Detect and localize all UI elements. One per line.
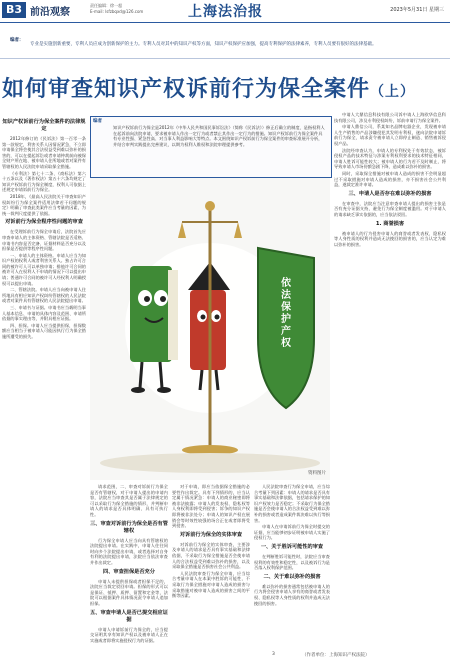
section-code: B3 — [2, 2, 26, 18]
subheading: 三、申请人是否存在难以弥补的损害 — [348, 190, 432, 197]
column-1 — [2, 116, 86, 664]
subheading: 对诉前行为保全的实体审查 — [179, 531, 243, 538]
paragraph: 人民法院审查行为保全申请，应当综合考量申请人在本案中胜诉的可能性、不采取行为保全措施对申请人造成的损害与采取措施对被申请人造成的损害之间的平衡等因素。 — [172, 570, 250, 599]
editor-note-label: 编者 — [93, 119, 102, 124]
subheading: 三、审查对诉前行为保全是否有管辖权 — [90, 520, 168, 534]
subheading: 五、审查申请人是否已提交相应证据 — [90, 609, 168, 623]
header-rule — [0, 22, 450, 23]
paragraph: 同时，采取保全措施对被申请人造成的损害不会明显超过不采取措施对申请人造成的损害，亦不损害社会公共利益，遂裁定准许申请。 — [334, 170, 446, 188]
article-title: 如何审查知识产权诉前行为保全案件（上） — [2, 77, 416, 102]
subheading: 一、关于胜诉可能性的审查 — [260, 543, 324, 550]
editor-email: E-mail: lsfzbqxd@126.com — [90, 9, 144, 14]
paragraph: 请求范围，二、审查对诉前行为保全是否有管辖权，对于申请人提出的申请内容，法院应当审查其是否属于法律规定的可以采取行为保全措施的情形，并判断申请人的请求是否具体明确、具有可执行性。 — [90, 484, 168, 517]
paragraph: 难以弥补的损害通常包括被申请人的行为将会侵害申请人享有的商誉或者发表权、隐私权等人身性质的权利并造成无法挽回的损害。 — [254, 583, 330, 606]
paragraph: 二、管辖法院。申请人应当向被申请人住所地具有相应知识产权纠纷管辖权的人民法院或者对案件具有管辖权的人民法院提出申请。 — [2, 287, 86, 304]
editor-info — [90, 3, 143, 15]
green-book-cover — [130, 266, 172, 362]
abstract-label: 编者： — [10, 38, 24, 43]
editor-abstract — [0, 36, 450, 54]
abstract-text: 专业是实施创新重要，专利人员应成为创新保护的主力。专利人员对其中的知识产权等方面，知识产权保护应加强，提高专利保护的法律素养，专利人员要有很好的法律基础。 — [30, 42, 377, 47]
paragraph: 在审查中，法院应当注意审查申请人提出的损害主张是否有充分证据支持，避免行为保全制度被滥用。对于申请人的请求缺乏事实依据的，应当依法驳回。 — [334, 200, 446, 217]
illustration-graphic — [90, 178, 330, 480]
author-note: （作者单位：上海知识产权法院） — [302, 653, 370, 658]
paragraph: 一、申请人的主体资格。申请人应当为知识产权的权利人或者利害关系人。独占许可合同的被许可人可以单独申请；排他许可合同的被许可人在权利人不申请的情况下可以提出申请；普通许可合同的被许可人经权利人明确授权可以提出申请。 — [2, 252, 86, 286]
illustration — [90, 178, 330, 480]
issue-date: 2023年5月31日 星期三 — [390, 7, 444, 13]
editor-note-box — [90, 116, 332, 178]
paragraph: 在受理诉前行为保全申请后，法院首先应审查申请人的主体资格、管辖法院是否适格、申请书内容是否完备、证据材料是否充分以及担保是否提供等程序性问题。 — [2, 229, 86, 252]
paragraph: 中请人大鼎信息科技有限公司诉中请人上海欧华信息科技有限公司，涉及专利侵权纠纷，诉前申请行为保全案件。 — [334, 112, 446, 123]
paragraph: 对于申请，即应当依据保全措施的必要性作出裁定。具有下列情形的，应当认定属于情况紧急：申请人的商业秘密即将被非法披露；申请人的发表权、隐私权等人身权利即将受到侵害；诉争的知识产权即将被非法处分；申请人的知识产权在展销会等时效性较强的场合正在或者即将受到侵害。 — [172, 484, 250, 529]
paragraph: 申请人未提供担保或者担保不足的，法院应当裁定驳回申请。担保的形式可以是保证、抵押、质押、留置和定金等，法院可以根据案件具体情况责令申请人追加担保。 — [90, 578, 168, 606]
paragraph: 《专利法》第七十二条、《商标法》第六十五条以及《著作权法》第五十六条均规定了知识产权诉前行为保全制度，权利人可依据上述规定申请诉前行为保全。 — [2, 170, 86, 193]
red-book-cover — [190, 290, 226, 370]
column-2 — [90, 484, 168, 664]
paragraph: 被申请人的行为侵害申请人的商誉或者发表权、隐私权等人身性质的权利并造成无法挽回的损害的，应当认定为难以弥补的损害。 — [334, 230, 446, 247]
paragraph: 对诉前行为保全的实体审查，主要涉及申请人的请求是否具有事实基础和法律依据，不采取行为保全措施是否会使申请人的合法权益受到难以弥补的损害，以及采取保全措施是否损害社会公共利益。 — [172, 541, 250, 570]
column-5 — [334, 112, 446, 664]
paragraph: 三、申请书与证据。申请书应当载明当事人基本信息、申请的具体内容及范围、申请所依据的事实理由等，并附具相应证据。 — [2, 305, 86, 322]
paragraph: 在判断胜诉可能性时，法院应当审查权利的有效性和稳定性，以及被诉行为是否落入权利保护范围。 — [254, 553, 330, 571]
page-number: 3 — [272, 652, 275, 657]
paragraph: 四、担保。申请人应当提供担保，担保数额应当相当于被申请人可能因执行行为保全措施所遭受的损失。 — [2, 322, 86, 339]
ground-shadow — [100, 453, 320, 473]
subheading: 1. 商誉损害 — [375, 220, 405, 227]
subheading: 四、审查担保是否充分 — [103, 568, 155, 575]
paragraph: 申请人鼎信公司，系某知名品牌电器企业，发现被申请人生产销售的产品涉嫌侵犯其发明专利权，遂向法院申请诉前行为保全，请求责令被申请人立即停止制造、销售被诉侵权产品。 — [334, 124, 446, 146]
paragraph: 2018年，《最高人民法院关于审查知识产权纠纷行为保全案件适用法律若干问题的规定》明确了审查此类案件应当考量的因素，为统一裁判尺度提供了依据。 — [2, 193, 86, 216]
paragraph: 法院经审查认为，申请人的专利权处于有效状态，被诉侵权产品的技术特征与涉案专利权利要求的技术特征相同，申请人胜诉可能性较大；被申请人的行为若不及时制止，将导致申请人市场份额急剧下降，造成难以弥补的损害。 — [334, 147, 446, 170]
abstract-rule — [0, 58, 450, 59]
image-credit: 资料图片 — [308, 471, 326, 476]
paragraph: 申请人在申请诉前行为保全时提交的证据，应当能够初步证明被申请人实施了侵权行为。 — [254, 524, 330, 541]
paragraph: 行为保全申请人应当向具有管辖权的法院提出申请。在实践中，申请人往往同时向多个法院提出申请，或者选择对自身有利的法院提出申请，法院应当依法审查并作出裁定。 — [90, 537, 168, 565]
column-4 — [254, 484, 330, 650]
editor-note-text: 知识产权诉前行为保全是2012年《中华人民共和国民事诉讼法》（简称《民诉法》）修正后确立的制度，是指权利人在起诉前向法院申请，要求被申请人作出一定行为或者禁止其作出一定行为的措施。知识产权诉前行为保全案件具有专业性强、紧急性高、对当事人利益影响大等特点。本文围绕知识产权诉前行为保全案件的审查标准展开分析，并结合审判实践提出完善建议，以期为权利人维权和法院审理提供参考。 — [113, 125, 325, 147]
subheading: 二、关于难以弥补的损害 — [263, 573, 321, 580]
green-book-pages — [168, 270, 178, 360]
shield-text: 依法保护产权 — [281, 278, 291, 349]
newspaper-name: 上海法治报 — [188, 4, 263, 20]
page-header — [0, 0, 450, 22]
paragraph: 2012年修订的《民诉法》第一百零一条第一款规定，利害关系人因情况紧急，不立即申请保全将会使其合法权益受到难以弥补的损害的，可以在提起诉讼或者申请仲裁前向被保全财产所在地、被申请人住所地或者对案件有管辖权的人民法院申请采取保全措施。 — [2, 136, 86, 169]
column-3 — [172, 484, 250, 650]
subheading: 知识产权诉前行为保全案件的法律规定 — [2, 119, 86, 132]
editor-name: 责任编辑：徐一超 — [90, 3, 122, 8]
title-part: （上） — [370, 84, 416, 100]
section-name: 前沿观察 — [30, 7, 70, 18]
paragraph: 人民法院审查行为保全申请，应当综合考量下列因素：申请人的请求是否具有事实基础和法律依据，包括请求保护的知识产权效力是否稳定；不采取行为保全措施是否会使申请人的合法权益受到难以弥补的损害或者造成案件裁决难以执行等损害。 — [254, 484, 330, 523]
subheading: 对诉前行为保全程序性问题的审查 — [5, 219, 83, 226]
paragraph: 申请人申请诉前行为保全的，应当提交证明其享有知识产权以及被申请人正在实施或者即将实施侵权行为的证据。 — [90, 626, 168, 643]
